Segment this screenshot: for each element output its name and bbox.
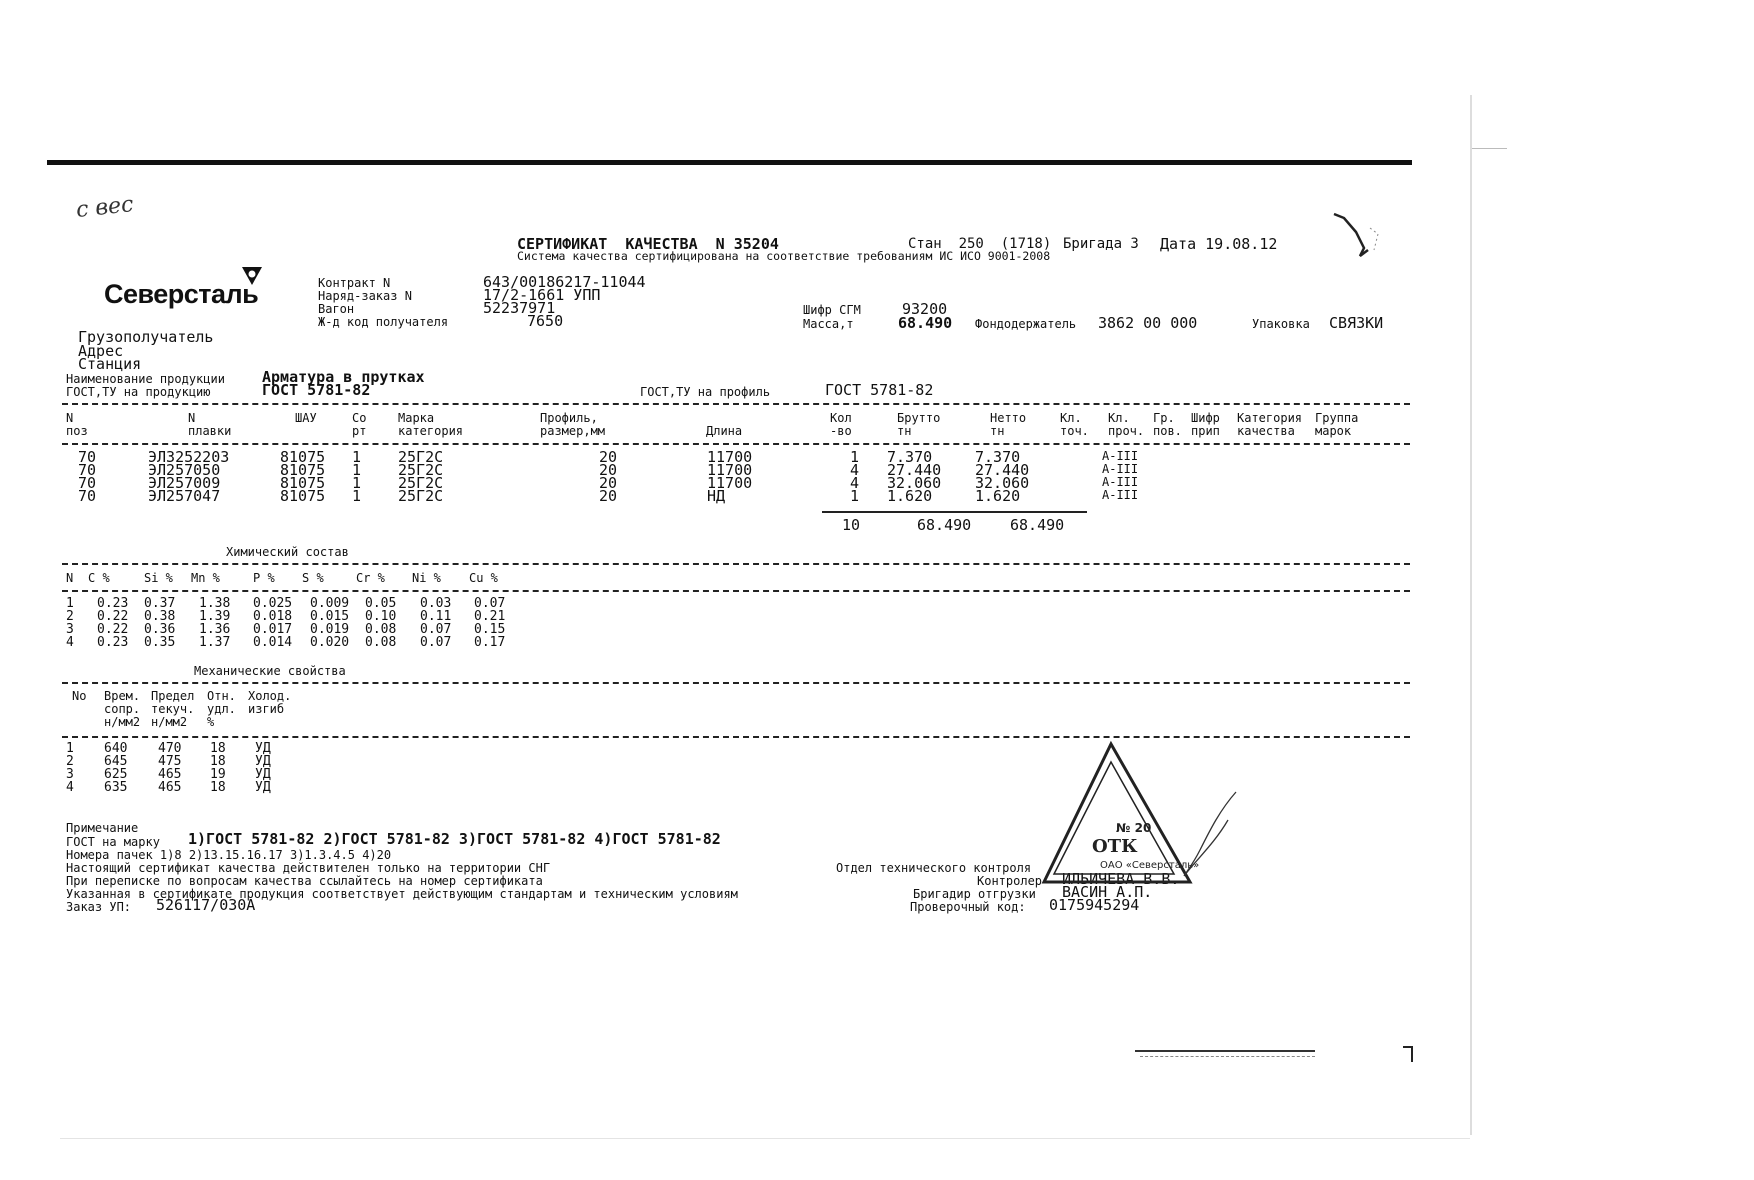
main-cell: 4 (850, 474, 860, 492)
main-header-cell: Группа (1315, 411, 1359, 425)
main-header-cell: Нетто (990, 411, 1027, 425)
chemical-cell: 0.009 (310, 596, 350, 611)
mechanical-cell: УД (255, 767, 271, 782)
main-header-cell: N (188, 411, 196, 425)
total-brutto: 68.490 (917, 516, 972, 534)
main-cell: 25Г2С (398, 448, 444, 466)
main-cell: 1 (352, 487, 362, 505)
chemical-cell: 0.22 (97, 622, 129, 637)
chemical-header-cell: Cu % (469, 571, 498, 585)
mechanical-cell: УД (255, 780, 271, 795)
holder-value: 3862 00 000 (1098, 314, 1198, 332)
wagon-value: 52237971 (483, 299, 556, 317)
main-header-cell: прип (1191, 424, 1220, 438)
check-code-value: 0175945294 (1049, 896, 1140, 914)
order-value: 17/2-1661 УПП (483, 286, 601, 304)
main-cell: 81075 (280, 448, 326, 466)
contract-label: Контракт N (318, 276, 391, 290)
main-header-cell: Длина (706, 424, 743, 438)
company-logo: Северсталь (104, 279, 259, 309)
scan-edge-right (1470, 95, 1472, 1135)
chemical-cell: 0.015 (310, 609, 350, 624)
main-cell: ЭЛ257047 (148, 487, 221, 505)
chemical-cell: 0.11 (420, 609, 452, 624)
chemical-cell: 0.23 (97, 596, 129, 611)
main-cell: 81075 (280, 461, 326, 479)
main-cell: А-III (1102, 449, 1139, 463)
main-cell: 7.370 (887, 448, 933, 466)
stamp-number: № 20 (1116, 821, 1152, 835)
mass-value: 68.490 (898, 314, 953, 332)
mechanical-cell: 470 (158, 741, 182, 756)
main-cell: А-III (1102, 462, 1139, 476)
total-netto: 68.490 (1010, 516, 1065, 534)
main-cell: 70 (78, 474, 97, 492)
mechanical-cell: 18 (210, 741, 226, 756)
main-cell: 1 (850, 448, 860, 466)
mechanical-cell: 635 (104, 780, 128, 795)
main-cell: 20 (599, 487, 618, 505)
mechanical-cell: УД (255, 741, 271, 756)
divider (62, 682, 1410, 684)
product-name-label: Наименование продукции (66, 372, 225, 386)
main-cell: 70 (78, 487, 97, 505)
main-cell: ЭЛ257050 (148, 461, 221, 479)
bottom-mark (1135, 1050, 1315, 1052)
main-header-cell: качества (1237, 424, 1295, 438)
chemical-cell: 0.017 (253, 622, 293, 637)
main-header-cell: марок (1315, 424, 1352, 438)
wagon-label: Вагон (318, 302, 355, 316)
mechanical-header-cell: Холод. (248, 689, 292, 703)
foreman-value: ВАСИН А.П. (1062, 883, 1153, 901)
chemical-cell: 0.36 (144, 622, 176, 637)
mechanical-cell: 465 (158, 780, 182, 795)
main-cell: 1 (352, 448, 362, 466)
mechanical-cell: 4 (66, 780, 74, 795)
mechanical-header-cell: удл. (207, 702, 236, 716)
note-line-2: При переписке по вопросам качества ссылайтесь на номер сертификата (66, 874, 543, 888)
mechanical-cell: 18 (210, 754, 226, 769)
mechanical-header-cell: сопр. (104, 702, 141, 716)
main-cell: 32.060 (887, 474, 942, 492)
gost-mark-value: 1)ГОСТ 5781-82 2)ГОСТ 5781-82 3)ГОСТ 5781-82 4)ГОСТ 5781-82 (188, 830, 721, 848)
mechanical-cell: 645 (104, 754, 128, 769)
handwritten-note: с вес (74, 192, 135, 223)
note-line-1: Настоящий сертификат качества действителен только на территории СНГ (66, 861, 551, 875)
bottom-mark (1140, 1056, 1315, 1057)
main-header-cell: Кл. (1060, 411, 1082, 425)
chemical-cell: 0.03 (420, 596, 452, 611)
note-line-3: Указанная в сертификате продукция соответствует действующим стандартам и техническим условиям (66, 887, 738, 901)
totals-rule (822, 511, 1087, 513)
foreman-label: Бригадир отгрузки (913, 887, 1036, 901)
chemical-cell: 0.23 (97, 635, 129, 650)
chemical-cell: 0.020 (310, 635, 350, 650)
chemical-cell: 0.38 (144, 609, 176, 624)
chemical-title: Химический состав (226, 545, 349, 559)
mechanical-header-cell: Отн. (207, 689, 236, 703)
chemical-cell: 0.07 (420, 622, 452, 637)
main-cell: 81075 (280, 474, 326, 492)
recipient-label: Грузополучатель (78, 328, 214, 346)
main-cell: 27.440 (975, 461, 1030, 479)
contract-value: 643/00186217-11044 (483, 273, 646, 291)
main-cell: 20 (599, 474, 618, 492)
holder-label: Фондодержатель (975, 317, 1077, 331)
main-cell: 1.620 (887, 487, 933, 505)
order-label: Наряд-заказ N (318, 289, 412, 303)
chemical-header-cell: C % (88, 571, 110, 585)
main-header-cell: -во (830, 424, 852, 438)
main-cell: 20 (599, 448, 618, 466)
stan-label: Стан 250 (1718) (908, 236, 1052, 252)
main-header-cell: категория (398, 424, 464, 438)
chemical-cell: 0.22 (97, 609, 129, 624)
chemical-cell: 0.35 (144, 635, 176, 650)
pack-label: Упаковка (1252, 317, 1310, 331)
check-code-label: Проверочный код: (910, 900, 1026, 914)
rail-code-value: 7650 (527, 312, 564, 330)
controller-value: ИЛЬИЧЕВА В.В. (1062, 870, 1180, 888)
chemical-cell: 1 (66, 596, 74, 611)
divider (62, 403, 1410, 405)
main-cell: 7.370 (975, 448, 1021, 466)
mechanical-cell: 640 (104, 741, 128, 756)
main-cell: 70 (78, 448, 97, 466)
chemical-cell: 1.39 (199, 609, 231, 624)
profile-gost-value: ГОСТ 5781-82 (825, 381, 934, 399)
chemical-cell: 1.38 (199, 596, 231, 611)
main-cell: 11700 (707, 474, 753, 492)
mass-label: Масса,т (803, 317, 854, 331)
chemical-cell: 0.15 (474, 622, 506, 637)
rail-code-label: Ж-д код получателя (318, 315, 449, 329)
main-cell: 25Г2С (398, 461, 444, 479)
main-cell: ЭЛ257009 (148, 474, 221, 492)
order-up-value: 526117/030А (156, 896, 256, 914)
mechanical-cell: 19 (210, 767, 226, 782)
main-header-cell: N (66, 411, 74, 425)
main-header-cell: Гр. (1153, 411, 1175, 425)
divider (62, 443, 1410, 445)
product-gost-label: ГОСТ,ТУ на продукцию (66, 385, 211, 399)
main-header-cell: рт (352, 424, 367, 438)
product-gost-value: ГОСТ 5781-82 (262, 381, 371, 399)
main-cell: 25Г2С (398, 474, 444, 492)
main-cell: 81075 (280, 487, 326, 505)
main-cell: А-III (1102, 488, 1139, 502)
mechanical-header-cell: н/мм2 (104, 715, 141, 729)
chemical-header-cell: Mn % (191, 571, 220, 585)
main-cell: 20 (599, 461, 618, 479)
chemical-cell: 0.014 (253, 635, 293, 650)
divider (62, 736, 1410, 738)
main-header-cell: плавки (188, 424, 232, 438)
main-header-cell: поз (66, 424, 88, 438)
chemical-cell: 0.07 (420, 635, 452, 650)
divider (62, 563, 1410, 565)
main-header-cell: размер,мм (540, 424, 606, 438)
stamp-company: ОАО «Северсталь» (1100, 860, 1200, 871)
chemical-header-cell: Si % (144, 571, 173, 585)
main-cell: 11700 (707, 461, 753, 479)
chemical-cell: 0.018 (253, 609, 293, 624)
notes-label: Примечание (66, 821, 139, 835)
mechanical-cell: 3 (66, 767, 74, 782)
mechanical-header-cell: н/мм2 (151, 715, 188, 729)
main-header-cell: проч. (1108, 424, 1145, 438)
chemical-header-cell: N (66, 571, 74, 585)
bundles-note: Номера пачек 1)8 2)13.15.16.17 3)1.3.4.5 4)20 (66, 848, 392, 862)
gost-mark-label: ГОСТ на марку (66, 835, 160, 849)
chemical-cell: 0.019 (310, 622, 350, 637)
main-cell: 32.060 (975, 474, 1030, 492)
mechanical-header-cell: Врем. (104, 689, 141, 703)
main-header-cell: Кл. (1108, 411, 1130, 425)
sgm-value: 93200 (902, 300, 948, 318)
main-header-cell: Кол (830, 411, 852, 425)
main-cell: 27.440 (887, 461, 942, 479)
system-note: Система качества сертифицирована на соответствие требованиям ИС ИСО 9001-2008 (517, 249, 1051, 263)
main-header-cell: пов. (1153, 424, 1182, 438)
main-header-cell: ШАУ (295, 411, 317, 425)
address-label: Адрес (78, 342, 124, 360)
chemical-cell: 2 (66, 609, 74, 624)
main-header-cell: Марка (398, 411, 435, 425)
order-up-label: Заказ УП: (66, 900, 132, 914)
main-cell: ЭЛ3252203 (148, 448, 230, 466)
mechanical-header-cell: No (72, 689, 87, 703)
product-name-value: Арматура в прутках (262, 368, 425, 386)
main-cell: 1 (352, 461, 362, 479)
chemical-cell: 0.08 (365, 622, 397, 637)
mechanical-cell: 1 (66, 741, 74, 756)
mechanical-cell: 2 (66, 754, 74, 769)
certificate-title: СЕРТИФИКАТ КАЧЕСТВА N 35204 (517, 235, 779, 253)
main-header-cell: тн (897, 424, 912, 438)
mechanical-header-cell: изгиб (248, 702, 285, 716)
chemical-header-cell: S % (302, 571, 324, 585)
main-cell: 11700 (707, 448, 753, 466)
chemical-header-cell: P % (253, 571, 275, 585)
chemical-header-cell: Cr % (356, 571, 385, 585)
stamp-otk: ОТК (1092, 836, 1138, 857)
mechanical-cell: 475 (158, 754, 182, 769)
mechanical-header-cell: Предел (151, 689, 195, 703)
main-header-cell: точ. (1060, 424, 1089, 438)
chemical-cell: 0.21 (474, 609, 506, 624)
scan-edge-mark (1472, 148, 1507, 149)
divider (62, 590, 1410, 592)
main-cell: 1 (850, 487, 860, 505)
main-header-cell: Профиль, (540, 411, 598, 425)
chemical-cell: 3 (66, 622, 74, 637)
main-header-cell: Со (352, 411, 367, 425)
sgm-label: Шифр СГМ (803, 303, 861, 317)
date-label: Дата 19.08.12 (1160, 235, 1278, 253)
chemical-cell: 4 (66, 635, 74, 650)
main-cell: 70 (78, 461, 97, 479)
mechanical-cell: УД (255, 754, 271, 769)
station-label: Станция (78, 355, 142, 373)
chemical-cell: 0.07 (474, 596, 506, 611)
signature-pen-icon (1180, 790, 1240, 880)
chemical-cell: 0.37 (144, 596, 176, 611)
mechanical-cell: 465 (158, 767, 182, 782)
main-header-cell: тн (990, 424, 1005, 438)
signature-scribble-icon (1330, 210, 1390, 270)
top-rule (47, 160, 1412, 165)
main-header-cell: Категория (1237, 411, 1303, 425)
controller-label: Контролер (977, 874, 1043, 888)
main-cell: НД (707, 487, 726, 505)
chemical-cell: 1.36 (199, 622, 231, 637)
brigada-label: Бригада 3 (1063, 236, 1139, 252)
main-header-cell: Шифр (1191, 411, 1220, 425)
corner-mark (1403, 1046, 1413, 1062)
chemical-cell: 0.08 (365, 635, 397, 650)
chemical-header-cell: Ni % (412, 571, 441, 585)
mechanical-header-cell: % (207, 715, 215, 729)
main-header-cell: Брутто (897, 411, 941, 425)
mechanical-cell: 625 (104, 767, 128, 782)
profile-gost-label: ГОСТ,ТУ на профиль (640, 385, 771, 399)
scan-edge-bottom (60, 1138, 1470, 1139)
logo-mark-icon (241, 266, 263, 286)
chemical-cell: 0.17 (474, 635, 506, 650)
chemical-cell: 0.10 (365, 609, 397, 624)
chemical-cell: 0.025 (253, 596, 293, 611)
main-cell: А-III (1102, 475, 1139, 489)
otk-label: Отдел технического контроля (836, 861, 1032, 875)
pack-value: СВЯЗКИ (1329, 314, 1384, 332)
mechanical-cell: 18 (210, 780, 226, 795)
chemical-cell: 0.05 (365, 596, 397, 611)
main-cell: 1 (352, 474, 362, 492)
total-count: 10 (842, 516, 861, 534)
chemical-cell: 1.37 (199, 635, 231, 650)
main-cell: 4 (850, 461, 860, 479)
mechanical-title: Механические свойства (194, 664, 346, 678)
main-cell: 1.620 (975, 487, 1021, 505)
mechanical-header-cell: текуч. (151, 702, 195, 716)
main-cell: 25Г2С (398, 487, 444, 505)
